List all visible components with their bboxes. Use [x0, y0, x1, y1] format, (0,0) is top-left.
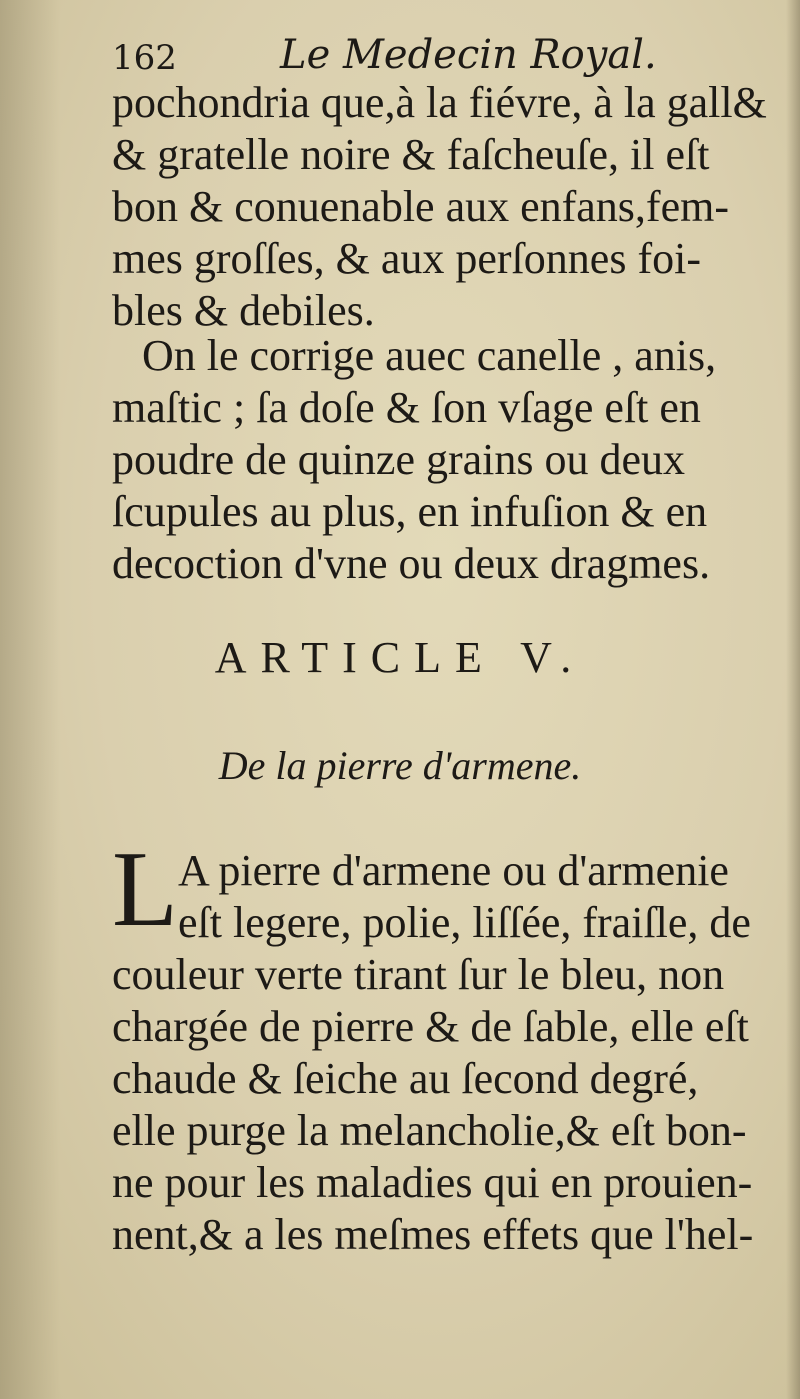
running-head	[112, 22, 772, 82]
page-edge-shadow	[786, 0, 800, 1399]
text-line: maſtic ; ſa doſe & ſon vſage eſt en	[112, 383, 701, 432]
text-line: couleur verte tirant ſur le bleu, non	[112, 950, 725, 999]
text-line: A pierre d'armene ou d'armenie	[178, 846, 729, 895]
text-line: ſcupules au plus, en infuſion & en	[112, 487, 708, 536]
text-line: mes groſſes, & aux perſonnes foi-	[112, 234, 701, 283]
page-number: 162	[112, 38, 177, 78]
text-line: nent,& a les meſmes effets que l'hel-	[112, 1210, 754, 1259]
drop-cap: L	[112, 830, 178, 949]
text-line: chaude & ſeiche au ſecond degré,	[112, 1054, 699, 1103]
text-line: bles & debiles.	[112, 286, 375, 335]
text-line: bon & conuenable aux enfans,fem-	[112, 182, 729, 231]
text-line: ne pour les maladies qui en prouien-	[112, 1158, 753, 1207]
running-title: Le Medecin Royal.	[280, 32, 657, 78]
text-line: decoction d'vne ou deux dragmes.	[112, 539, 711, 588]
article-heading: ARTICLE V.	[214, 633, 586, 682]
text-line: pochondria que,à la fiévre, à la gall&	[112, 78, 767, 127]
text-line: poudre de quinze grains ou deux	[112, 435, 686, 484]
article-subtitle: De la pierre d'armene.	[218, 743, 582, 788]
text-line: & gratelle noire & faſcheuſe, il eſt	[112, 130, 710, 179]
text-line: elle purge la melancholie,& eſt bon-	[112, 1106, 747, 1155]
text-line: chargée de pierre & de ſable, elle eſt	[112, 1002, 749, 1051]
text-line: eſt legere, polie, liſſée, fraiſle, de	[178, 898, 751, 947]
text-line: On le corrige auec canelle , anis,	[142, 331, 717, 380]
